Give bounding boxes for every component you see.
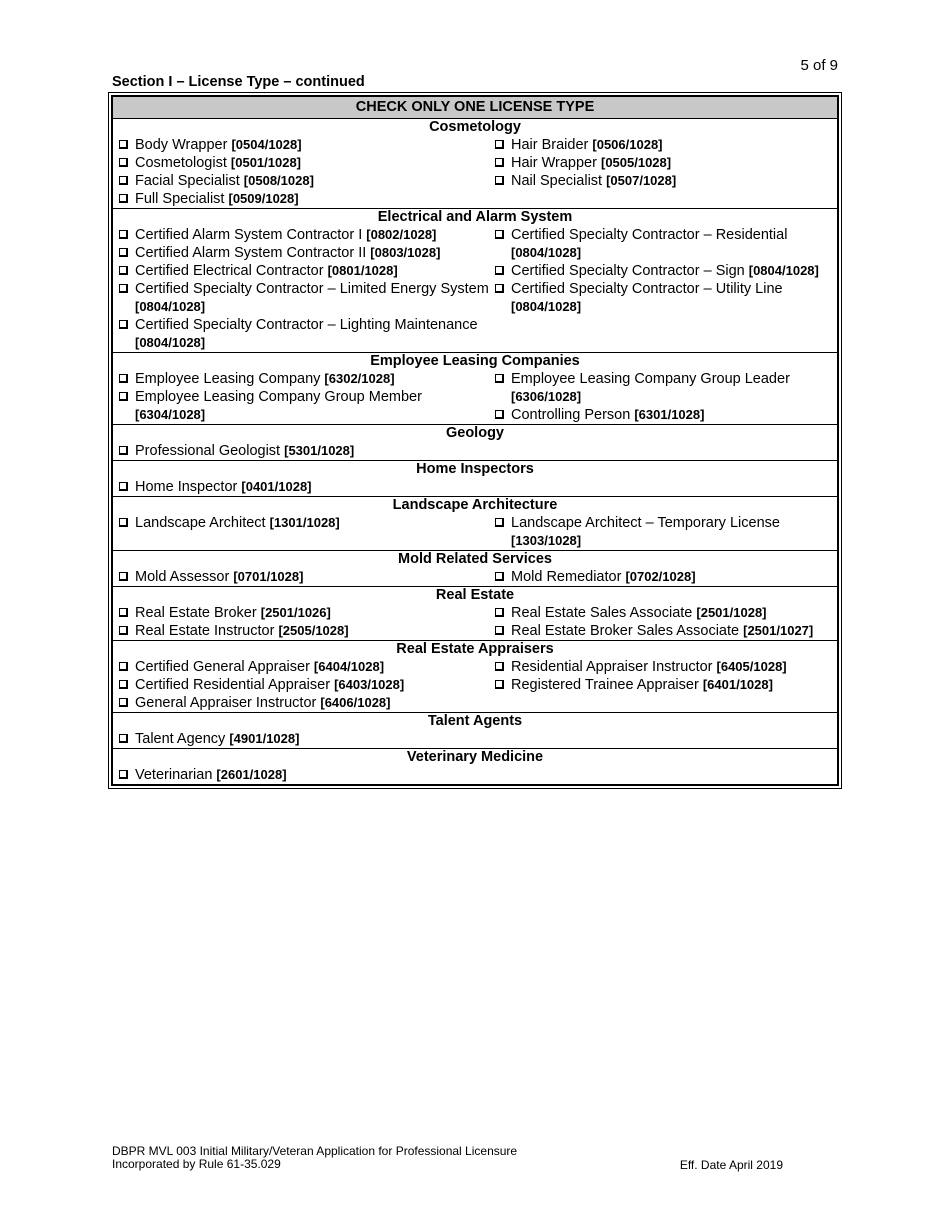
license-option[interactable] <box>495 658 837 676</box>
license-label: Landscape Architect <box>135 515 270 531</box>
license-column-left <box>113 766 491 784</box>
license-code: [5301/1028] <box>284 443 355 458</box>
license-column-right <box>491 514 837 550</box>
license-code: [6306/1028] <box>511 389 582 404</box>
license-label: General Appraiser Instructor <box>135 695 321 711</box>
checkbox-icon[interactable] <box>495 662 504 671</box>
category-title: Cosmetology <box>429 119 521 135</box>
category-title: Real Estate Appraisers <box>396 641 554 657</box>
license-option[interactable] <box>119 622 491 640</box>
license-option[interactable] <box>495 226 837 262</box>
category-title: Home Inspectors <box>416 461 534 477</box>
license-code: [4901/1028] <box>229 731 300 746</box>
license-label: Body Wrapper <box>135 137 232 153</box>
license-code: [2601/1028] <box>216 767 287 782</box>
license-label: Certified Specialty Contractor – Sign <box>511 263 749 279</box>
license-category <box>113 425 837 461</box>
category-title: Electrical and Alarm System <box>377 209 573 225</box>
checkbox-icon[interactable] <box>119 770 128 779</box>
license-option[interactable] <box>495 136 837 154</box>
license-option[interactable] <box>119 514 491 532</box>
license-label: Nail Specialist <box>511 173 607 189</box>
license-label: Certified Specialty Contractor – Limited Energy System <box>135 281 489 297</box>
license-option[interactable] <box>119 658 491 676</box>
license-column-left <box>113 604 491 640</box>
page-number: 5 of 9 <box>800 57 838 74</box>
category-title: Employee Leasing Companies <box>370 353 580 369</box>
license-option[interactable] <box>495 262 837 280</box>
license-column-left <box>113 730 491 748</box>
checkbox-icon[interactable] <box>119 518 128 527</box>
license-option[interactable] <box>495 568 837 586</box>
license-label: Talent Agency <box>135 731 230 747</box>
license-code: [0804/1028] <box>511 245 582 260</box>
license-option[interactable] <box>119 280 491 316</box>
license-column-right <box>491 226 837 352</box>
checkbox-icon[interactable] <box>119 320 128 329</box>
footer-form-title: DBPR MVL 003 Initial Military/Veteran Application for Professional Licensure <box>112 1144 518 1158</box>
license-label: Residential Appraiser Instructor <box>511 659 717 675</box>
license-column-left <box>113 514 491 550</box>
license-code: [0804/1028] <box>135 299 206 314</box>
license-option[interactable] <box>495 172 837 190</box>
license-label: Real Estate Instructor <box>135 623 279 639</box>
license-option[interactable] <box>119 316 491 352</box>
checkbox-icon[interactable] <box>495 230 504 239</box>
checkbox-icon[interactable] <box>495 266 504 275</box>
license-label: Mold Remediator <box>511 569 626 585</box>
checkbox-icon[interactable] <box>495 518 504 527</box>
license-column-right <box>491 730 837 748</box>
license-column-right <box>491 136 837 208</box>
license-code: [1301/1028] <box>269 515 340 530</box>
license-label: Professional Geologist <box>135 443 285 459</box>
license-label: Facial Specialist <box>135 173 244 189</box>
license-code: [2505/1028] <box>278 623 349 638</box>
license-label: Hair Wrapper <box>511 155 601 171</box>
checkbox-icon[interactable] <box>119 572 128 581</box>
footer-rule: Incorporated by Rule 61-35.029 <box>112 1157 281 1171</box>
license-column-left <box>113 442 491 460</box>
checkbox-icon[interactable] <box>495 608 504 617</box>
license-code: [0506/1028] <box>592 137 663 152</box>
license-label: Certified Residential Appraiser <box>135 677 335 693</box>
license-label: Landscape Architect – Temporary License <box>511 515 780 531</box>
license-code: [0401/1028] <box>241 479 312 494</box>
checkbox-icon[interactable] <box>119 158 128 167</box>
category-title: Geology <box>445 425 504 441</box>
license-option[interactable] <box>119 442 491 460</box>
license-option[interactable] <box>119 676 491 694</box>
checkbox-icon[interactable] <box>119 734 128 743</box>
license-label: Employee Leasing Company <box>135 371 325 387</box>
license-column-right <box>491 568 837 586</box>
license-code: [0507/1028] <box>606 173 677 188</box>
license-code: [1303/1028] <box>511 533 582 548</box>
license-category <box>113 749 837 784</box>
license-label: Full Specialist <box>135 191 229 207</box>
license-option[interactable] <box>119 190 491 208</box>
license-category <box>113 461 837 497</box>
license-type-table <box>108 92 842 789</box>
checkbox-icon[interactable] <box>495 158 504 167</box>
license-option[interactable] <box>119 154 491 172</box>
category-title: Talent Agents <box>427 713 523 729</box>
license-category <box>113 353 837 425</box>
section-title: Section I – License Type – continued <box>112 74 365 90</box>
category-title: Landscape Architecture <box>392 497 558 513</box>
license-column-right <box>491 766 837 784</box>
license-label: Cosmetologist <box>135 155 231 171</box>
license-label: Certified Alarm System Contractor I <box>135 227 367 243</box>
license-column-right <box>491 478 837 496</box>
license-option[interactable] <box>119 136 491 154</box>
license-option[interactable] <box>119 604 491 622</box>
checkbox-icon[interactable] <box>495 284 504 293</box>
license-code: [0804/1028] <box>748 263 819 278</box>
checkbox-icon[interactable] <box>119 230 128 239</box>
license-label: Certified General Appraiser <box>135 659 314 675</box>
license-column-left <box>113 478 491 496</box>
checkbox-icon[interactable] <box>119 680 128 689</box>
checkbox-icon[interactable] <box>119 284 128 293</box>
license-option[interactable] <box>495 676 837 694</box>
license-code: [0508/1028] <box>243 173 314 188</box>
footer <box>112 1145 517 1171</box>
license-label: Certified Electrical Contractor <box>135 263 328 279</box>
license-option[interactable] <box>495 280 837 316</box>
checkbox-icon[interactable] <box>119 482 128 491</box>
license-column-right <box>491 658 837 712</box>
license-column-left <box>113 226 491 352</box>
checkbox-icon[interactable] <box>119 266 128 275</box>
license-category <box>113 587 837 641</box>
license-label: Certified Alarm System Contractor II <box>135 245 371 261</box>
license-label: Certified Specialty Contractor – Lighting Maintenance <box>135 317 478 333</box>
license-category <box>113 641 837 713</box>
checkbox-icon[interactable] <box>119 392 128 401</box>
license-code: [6301/1028] <box>634 407 705 422</box>
checkbox-icon[interactable] <box>119 140 128 149</box>
license-label: Home Inspector <box>135 479 242 495</box>
license-code: [0702/1028] <box>625 569 696 584</box>
license-category <box>113 119 837 209</box>
checkbox-icon[interactable] <box>119 608 128 617</box>
checkbox-icon[interactable] <box>119 176 128 185</box>
license-code: [6401/1028] <box>702 677 773 692</box>
license-option[interactable] <box>119 568 491 586</box>
license-category <box>113 497 837 551</box>
license-column-right <box>491 370 837 424</box>
category-title: Real Estate <box>435 587 515 603</box>
license-label: Real Estate Broker Sales Associate <box>511 623 744 639</box>
license-label: Employee Leasing Company Group Leader <box>511 371 790 387</box>
checkbox-icon[interactable] <box>495 626 504 635</box>
license-option[interactable] <box>119 262 491 280</box>
checkbox-icon[interactable] <box>495 374 504 383</box>
license-label: Hair Braider <box>511 137 593 153</box>
license-column-left <box>113 568 491 586</box>
checkbox-icon[interactable] <box>119 698 128 707</box>
license-option[interactable] <box>495 604 837 622</box>
license-label: Veterinarian <box>135 767 217 783</box>
table-header: CHECK ONLY ONE LICENSE TYPE <box>113 97 837 119</box>
checkbox-icon[interactable] <box>495 410 504 419</box>
license-code: [0504/1028] <box>231 137 302 152</box>
checkbox-icon[interactable] <box>119 248 128 257</box>
checkbox-icon[interactable] <box>495 176 504 185</box>
license-label: Mold Assessor <box>135 569 234 585</box>
category-title: Mold Related Services <box>398 551 552 567</box>
license-option[interactable] <box>495 406 837 424</box>
category-title: Veterinary Medicine <box>406 749 544 765</box>
license-code: [6405/1028] <box>716 659 787 674</box>
license-option[interactable] <box>119 172 491 190</box>
license-label: Employee Leasing Company Group Member <box>135 389 422 405</box>
license-code: [6304/1028] <box>135 407 206 422</box>
footer-effective-date: Eff. Date April 2019 <box>679 1158 783 1172</box>
license-column-right <box>491 604 837 640</box>
license-option[interactable] <box>495 622 837 640</box>
license-code: [6406/1028] <box>320 695 391 710</box>
license-code: [6404/1028] <box>313 659 385 674</box>
license-option[interactable] <box>119 244 491 262</box>
checkbox-icon[interactable] <box>119 374 128 383</box>
license-code: [2501/1027] <box>743 623 814 638</box>
checkbox-icon[interactable] <box>495 140 504 149</box>
license-code: [2501/1026] <box>260 605 331 620</box>
license-option[interactable] <box>495 370 837 406</box>
license-option[interactable] <box>495 514 837 550</box>
license-column-left <box>113 658 491 712</box>
license-column-left <box>113 136 491 208</box>
license-code: [0701/1028] <box>233 569 304 584</box>
license-code: [0509/1028] <box>228 191 299 206</box>
license-code: [6302/1028] <box>324 371 395 386</box>
license-label: Controlling Person <box>511 407 635 423</box>
checkbox-icon[interactable] <box>495 680 504 689</box>
checkbox-icon[interactable] <box>119 626 128 635</box>
license-column-left <box>113 370 491 424</box>
license-column-right <box>491 442 837 460</box>
license-code: [0501/1028] <box>230 155 302 170</box>
checkbox-icon[interactable] <box>119 194 128 203</box>
checkbox-icon[interactable] <box>495 572 504 581</box>
license-label: Real Estate Broker <box>135 605 261 621</box>
checkbox-icon[interactable] <box>119 662 128 671</box>
license-category <box>113 209 837 353</box>
license-option[interactable] <box>119 370 491 388</box>
license-code: [6403/1028] <box>334 677 405 692</box>
license-option[interactable] <box>119 730 491 748</box>
license-option[interactable] <box>119 766 491 784</box>
license-code: [0801/1028] <box>327 263 398 278</box>
license-code: [0803/1028] <box>370 245 441 260</box>
license-option[interactable] <box>119 226 491 244</box>
license-code: [2501/1028] <box>696 605 767 620</box>
license-option[interactable] <box>119 478 491 496</box>
license-code: [0804/1028] <box>511 299 582 314</box>
license-category <box>113 551 837 587</box>
license-code: [0505/1028] <box>600 155 672 170</box>
checkbox-icon[interactable] <box>119 446 128 455</box>
license-categories <box>113 119 837 784</box>
license-option[interactable] <box>495 154 837 172</box>
license-label: Registered Trainee Appraiser <box>511 677 703 693</box>
license-code: [0804/1028] <box>135 335 206 350</box>
license-code: [0802/1028] <box>366 227 437 242</box>
license-option[interactable] <box>119 388 491 424</box>
license-category <box>113 713 837 749</box>
license-label: Certified Specialty Contractor – Utility Line <box>511 281 783 297</box>
license-option[interactable] <box>119 694 491 712</box>
license-label: Real Estate Sales Associate <box>511 605 697 621</box>
license-label: Certified Specialty Contractor – Residential <box>511 227 788 243</box>
